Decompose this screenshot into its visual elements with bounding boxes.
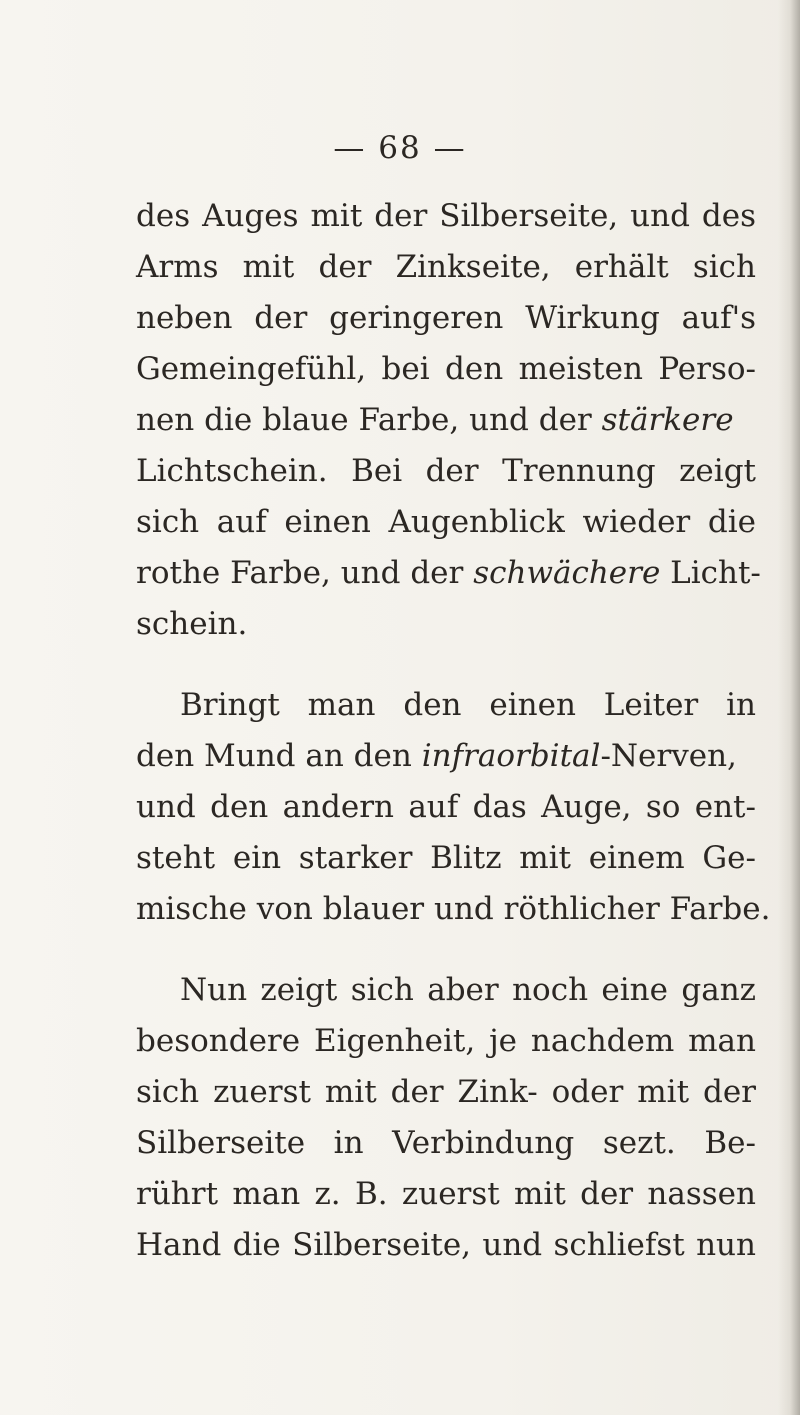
body-text: [136, 191, 771, 1271]
text-line: besondere Eigenheit, je nachdem man: [136, 1023, 756, 1059]
emphasis-text: schwächere: [473, 555, 661, 591]
text-line: steht ein starker Blitz mit einem Ge-: [136, 840, 756, 876]
page-number: — 68 —: [333, 130, 467, 166]
text-line: Hand die Silberseite, und schliefst nun: [136, 1227, 756, 1263]
paragraph-3: [136, 965, 756, 1271]
page-edge-shadow: [778, 0, 800, 1415]
text-line: Lichtschein. Bei der Trennung zeigt: [136, 453, 756, 489]
text-line: [136, 548, 761, 599]
text-line: [136, 395, 756, 446]
text-line: mische von blauer und röthlicher Farbe.: [136, 891, 771, 927]
text-line: rührt man z. B. zuerst mit der nassen: [136, 1176, 756, 1212]
text-run: nen die blaue Farbe, und der: [136, 402, 602, 438]
paragraph-1: [136, 191, 761, 650]
emphasis-text: stärkere: [601, 402, 734, 438]
paragraph-gap: [136, 935, 756, 965]
text-line: schein.: [136, 606, 248, 642]
text-run: -Nerven,: [600, 738, 737, 774]
text-line: Arms mit der Zinkseite, erhält sich: [136, 249, 756, 285]
text-line: des Auges mit der Silberseite, und des: [136, 198, 756, 234]
paragraph-2: [136, 680, 771, 935]
text-line: Bringt man den einen Leiter in: [180, 687, 756, 723]
text-run: rothe Farbe, und der: [136, 555, 474, 591]
text-line: [136, 731, 756, 782]
text-line: sich zuerst mit der Zink- oder mit der: [136, 1074, 756, 1110]
text-run: Licht-: [660, 555, 761, 591]
text-run: den Mund an den: [136, 738, 422, 774]
text-line: sich auf einen Augenblick wieder die: [136, 504, 756, 540]
text-line: Nun zeigt sich aber noch eine ganz: [180, 972, 756, 1008]
paragraph-gap: [136, 650, 756, 680]
text-line: und den andern auf das Auge, so ent-: [136, 789, 756, 825]
text-line: Gemeingefühl, bei den meisten Perso-: [136, 351, 756, 387]
text-line: Silberseite in Verbindung sezt. Be-: [136, 1125, 756, 1161]
text-line: neben der geringeren Wirkung auf's: [136, 300, 756, 336]
emphasis-text: infraorbital: [421, 738, 601, 774]
